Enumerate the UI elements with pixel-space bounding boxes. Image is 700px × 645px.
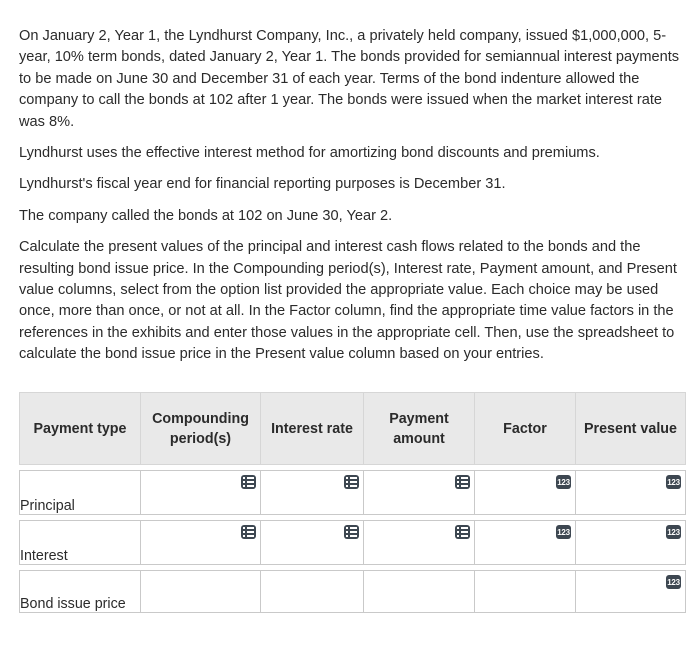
paragraph-3: Lyndhurst's fiscal year end for financial reporting purposes is December 31.	[19, 176, 506, 193]
paragraph-1: On January 2, Year 1, the Lyndhurst Company, Inc., a privately held company, issued $1,000,000, 5-year, 10% term bonds, dated January 2, Year 1. The bonds provided for semiannual interest payments to be made on June 30 and December 31 of each year. Terms of the bond indenture allowed the company to call the bonds at 102 after 1 year. The bonds were issued when the market interest rate was 8%.	[19, 28, 680, 130]
header-row	[20, 393, 686, 465]
header-compounding-periods: Compounding period(s)	[141, 393, 261, 465]
option-list-icon[interactable]	[344, 475, 359, 489]
paragraph-2: Lyndhurst uses the effective interest method for amortizing bond discounts and premiums.	[19, 145, 600, 162]
header-payment-type: Payment type	[20, 393, 141, 465]
principal-interest-rate-select[interactable]	[261, 471, 364, 515]
bond-spreadsheet	[19, 392, 686, 613]
interest-factor-input[interactable]	[475, 521, 576, 565]
header-interest-rate: Interest rate	[261, 393, 364, 465]
interest-label: Interest	[20, 521, 141, 565]
interest-row	[20, 521, 686, 565]
paragraph-5: Calculate the present values of the principal and interest cash flows related to the bonds and the resulting bond issue price. In the Compounding period(s), Interest rate, Payment amount, and Present value columns, select from the option list provided the appropriate value. Each choice may be used once, more than once, or not at all. In the Factor column, find the appropriate time value factors in the references in the exhibits and enter those values in the appropriate cell. Then, use the spreadsheet to calculate the bond issue price in the Present value column based on your entries.	[19, 239, 677, 363]
principal-present-value-input[interactable]	[576, 471, 686, 515]
principal-factor-input[interactable]	[475, 471, 576, 515]
bond-issue-price-row	[20, 571, 686, 613]
header-present-value: Present value	[576, 393, 686, 465]
bond-issue-price-empty-cell	[475, 571, 576, 613]
option-list-icon[interactable]	[455, 525, 470, 539]
question-text	[19, 26, 683, 376]
principal-label: Principal	[20, 471, 141, 515]
interest-payment-amount-select[interactable]	[364, 521, 475, 565]
option-list-icon[interactable]	[241, 475, 256, 489]
interest-present-value-input[interactable]	[576, 521, 686, 565]
bond-issue-price-input[interactable]	[576, 571, 686, 613]
interest-interest-rate-select[interactable]	[261, 521, 364, 565]
option-list-icon[interactable]	[241, 525, 256, 539]
numeric-entry-icon[interactable]: 123	[666, 575, 681, 589]
principal-payment-amount-select[interactable]	[364, 471, 475, 515]
header-payment-amount: Payment amount	[364, 393, 475, 465]
bond-issue-price-label: Bond issue price	[20, 571, 141, 613]
numeric-entry-icon[interactable]: 123	[556, 475, 571, 489]
bond-issue-price-empty-cell	[261, 571, 364, 613]
numeric-entry-icon[interactable]: 123	[666, 525, 681, 539]
option-list-icon[interactable]	[455, 475, 470, 489]
paragraph-4: The company called the bonds at 102 on June 30, Year 2.	[19, 207, 393, 224]
option-list-icon[interactable]	[344, 525, 359, 539]
principal-compounding-select[interactable]	[141, 471, 261, 515]
numeric-entry-icon[interactable]: 123	[666, 475, 681, 489]
header-factor: Factor	[475, 393, 576, 465]
bond-issue-price-empty-cell	[141, 571, 261, 613]
interest-compounding-select[interactable]	[141, 521, 261, 565]
principal-row	[20, 471, 686, 515]
bond-issue-price-empty-cell	[364, 571, 475, 613]
numeric-entry-icon[interactable]: 123	[556, 525, 571, 539]
